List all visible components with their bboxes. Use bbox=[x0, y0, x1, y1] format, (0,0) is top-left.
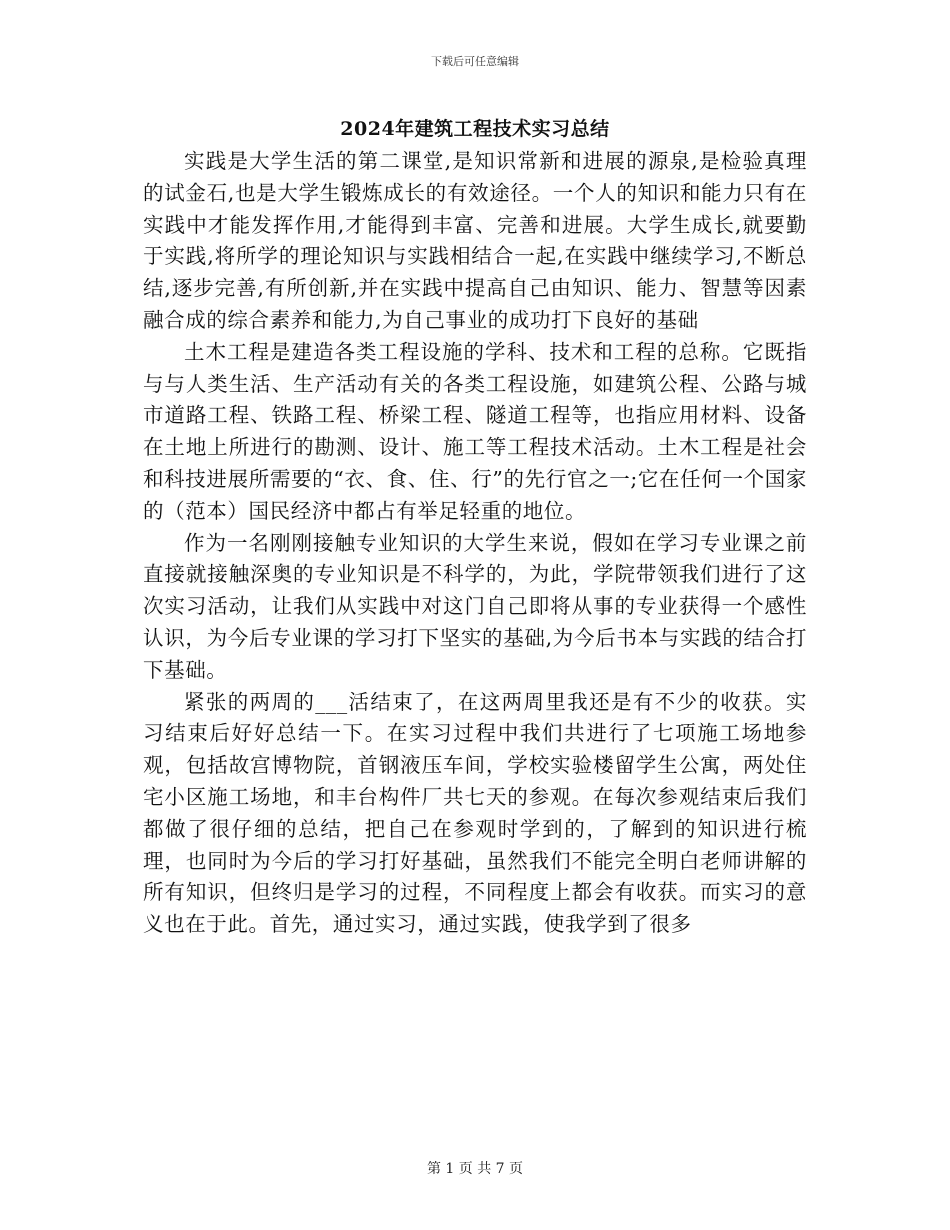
paragraph-2: 土木工程是建造各类工程设施的学科、技术和工程的总称。它既指与与人类生活、生产活动有关的各类工程设施，如建筑公程、公路与城市道路工程、铁路工程、桥梁工程、隧道工程等，也指应用材料、设备在土地上所进行的勘测、设计、施工等工程技术活动。土木工程是社会和科技进展所需要的“衣、食、住、行”的先行官之一;它在任何一个国家的（范本）国民经济中都占有举足轻重的地位。 bbox=[143, 339, 807, 523]
paragraph-1: 实践是大学生活的第二课堂,是知识常新和进展的源泉,是检验真理的试金石,也是大学生锻炼成长的有效途径。一个人的知识和能力只有在实践中才能发挥作用,才能得到丰富、完善和进展。大学生成长,就要勤于实践,将所学的理论知识与实践相结合一起,在实践中继续学习,不断总结,逐步完善,有所创新,并在实践中提高自己由知识、能力、智慧等因素融合成的综合素养和能力,为自己事业的成功打下良好的基础 bbox=[143, 149, 807, 332]
page-footer: 第 1 页 共 7 页 bbox=[426, 1161, 524, 1177]
paragraph-3: 作为一名刚刚接触专业知识的大学生来说，假如在学习专业课之前直接就接触深奥的专业知识是不科学的，为此，学院带领我们进行了这次实习活动，让我们从实践中对这门自己即将从事的专业获得一个感性认识，为今后专业课的学习打下坚实的基础,为今后书本与实践的结合打下基础。 bbox=[143, 530, 807, 682]
paragraph-4: 紧张的两周的___活结束了，在这两周里我还是有不少的收获。实习结束后好好总结一下。在实习过程中我们共进行了七项施工场地参观，包括故宫博物院，首钢液压车间，学校实验楼留学生公寓，两处住宅小区施工场地，和丰台构件厂共七天的参观。在每次参观结束后我们都做了很仔细的总结，把自己在参观时学到的，了解到的知识进行梳理，也同时为今后的学习打好基础，虽然我们不能完全明白老师讲解的所有知识，但终归是学习的过程，不同程度上都会有收获。而实习的意义也在于此。首先，通过实习，通过实践，使我学到了很多 bbox=[143, 689, 807, 937]
header-note: 下载后可任意编辑 bbox=[431, 55, 519, 68]
document-body bbox=[143, 146, 807, 941]
document-title: 2024年建筑工程技术实习总结 bbox=[340, 118, 610, 140]
